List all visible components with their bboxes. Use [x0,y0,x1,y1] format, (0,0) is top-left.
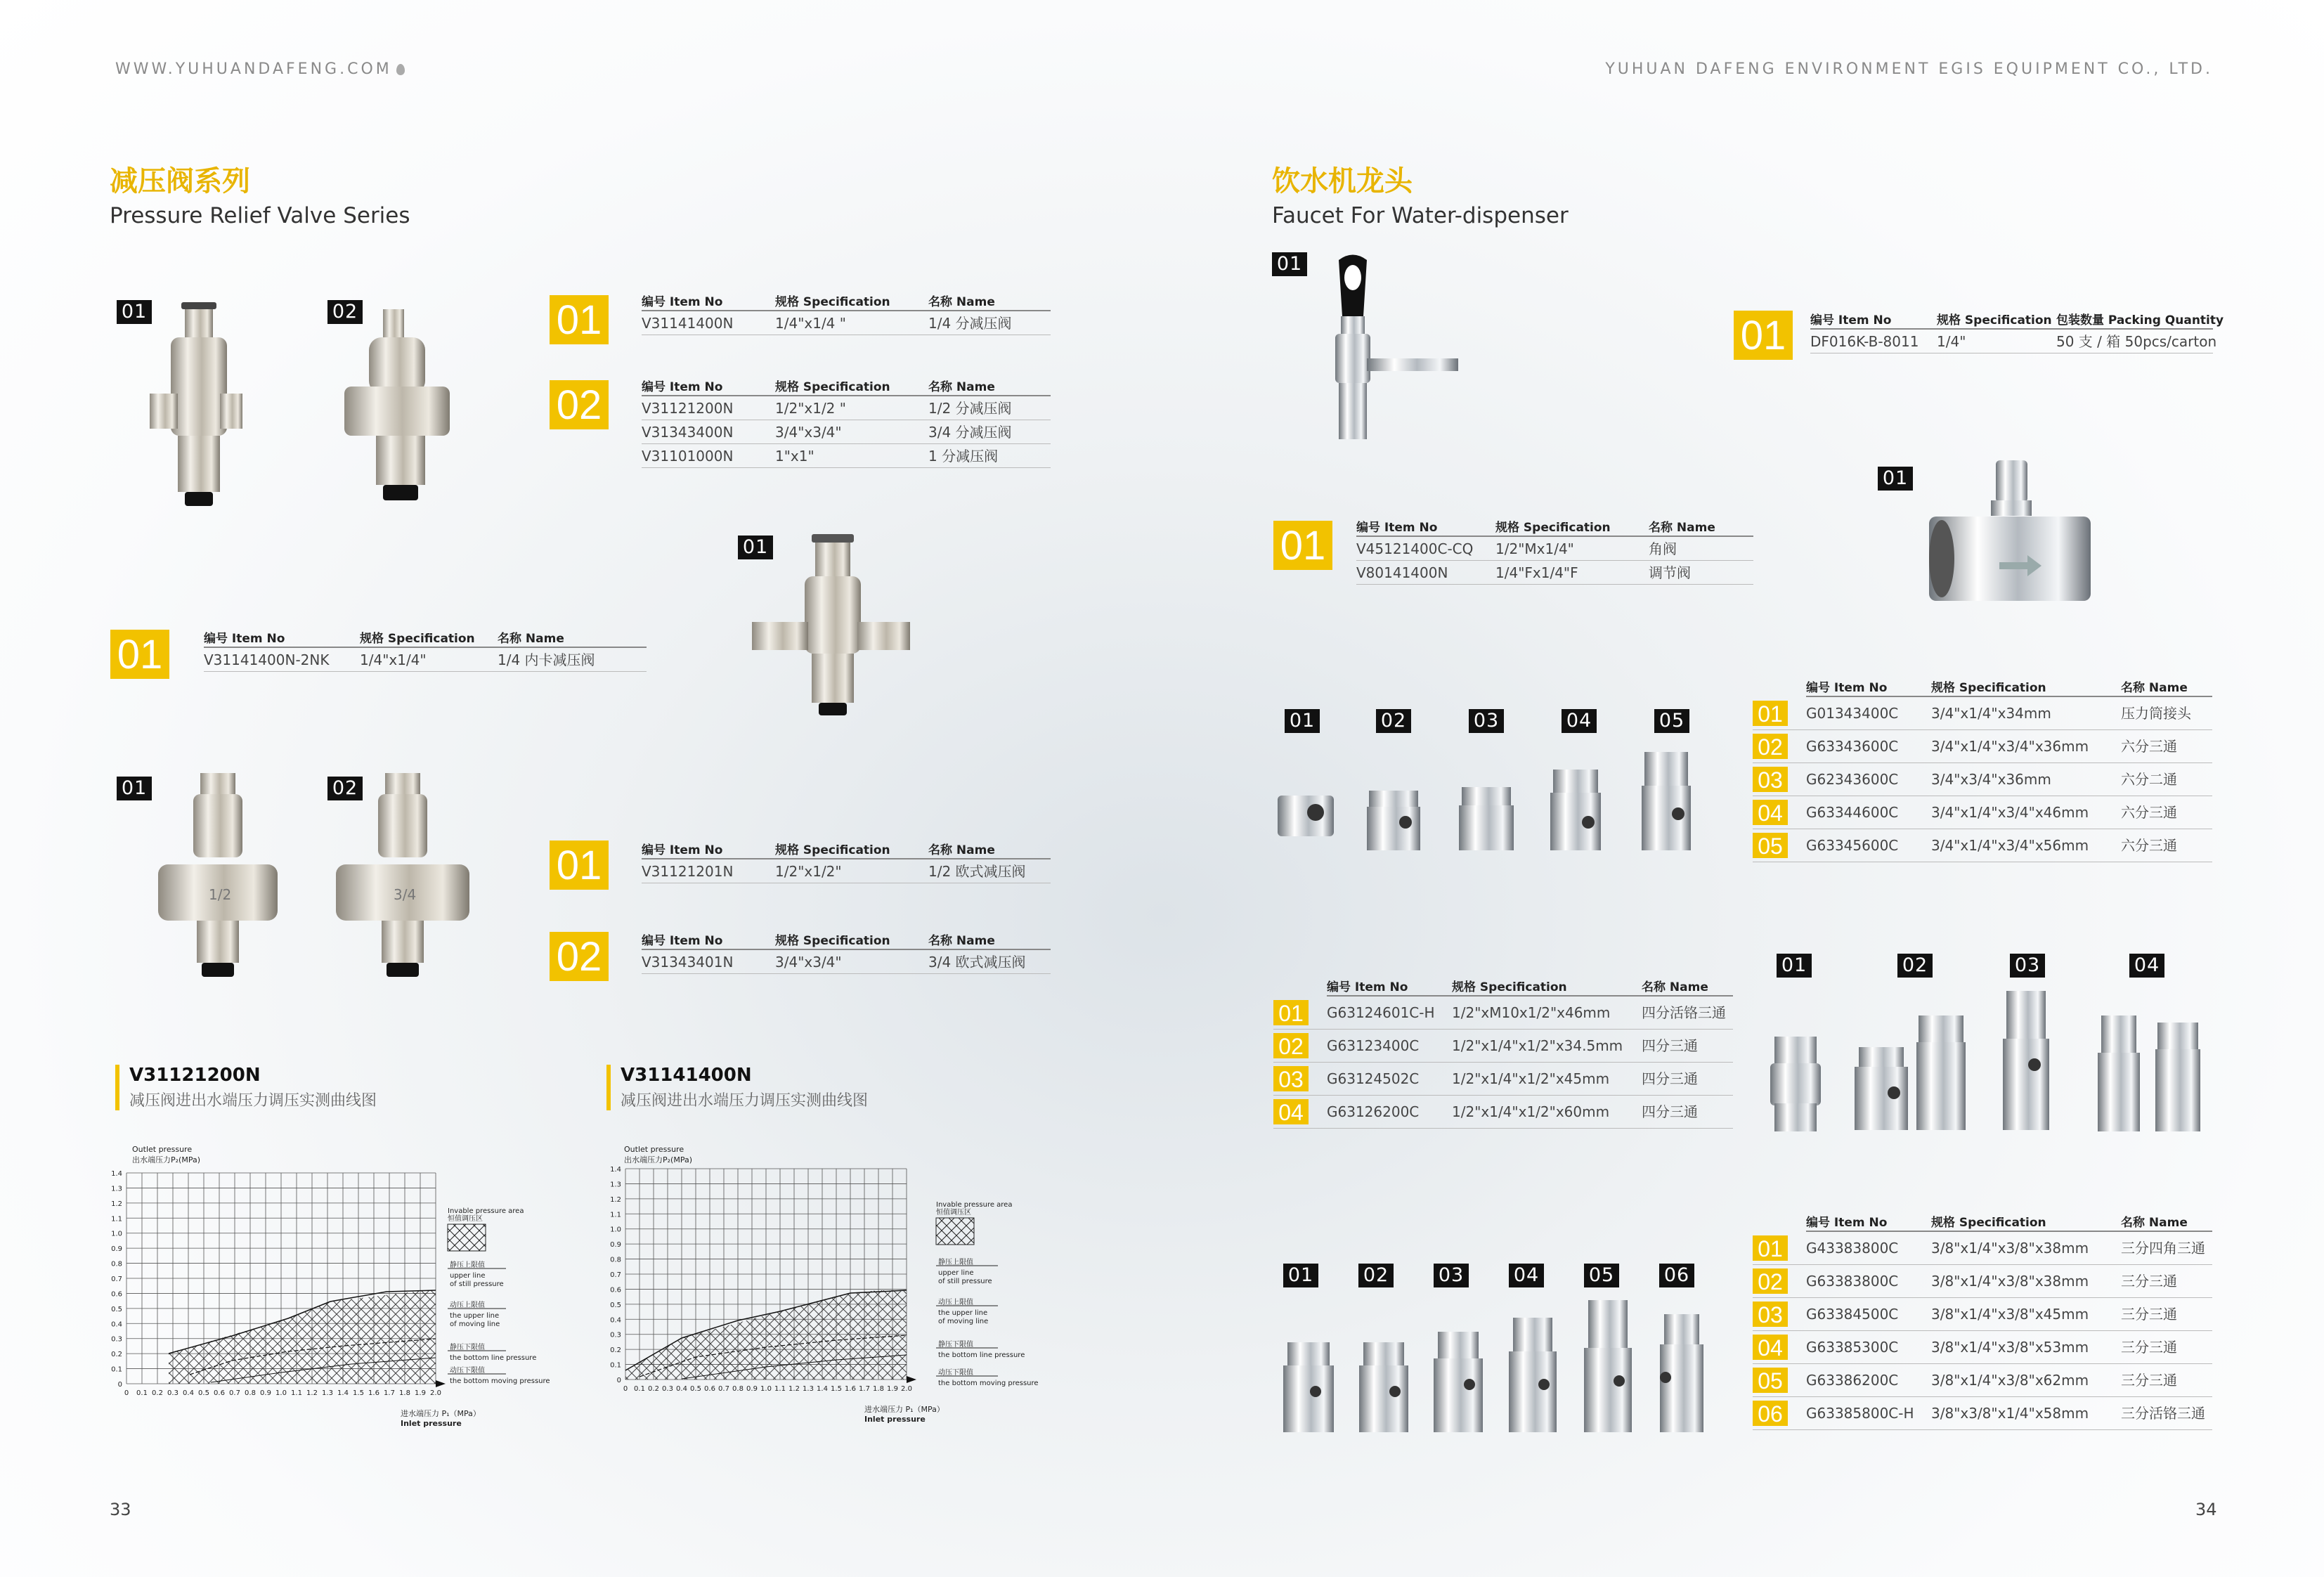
y-tick-label: 0.5 [610,1301,621,1309]
table-row: 02 G63383800C 3/8"x1/4"x3/8"x38mm 三分三通 [1753,1265,2212,1298]
table-t7-label: 01 [1273,521,1332,570]
table-header: 编号 Item No 规格 Specification 名称 Name [642,293,1051,311]
x-tick-label: 1.1 [774,1385,786,1393]
row-label: 03 [1753,1302,1788,1327]
fitting-c2 [1359,1342,1408,1432]
spec-table-t3 [204,630,647,672]
table-t2-label: 02 [550,380,609,429]
fitting-c1 [1283,1342,1334,1432]
table-t5-label: 02 [550,932,609,981]
product-badge-02: 02 [1358,1264,1394,1287]
y-tick-label: 0.4 [111,1320,122,1329]
page-number-left: 33 [110,1500,131,1519]
x-tick-label: 0 [124,1389,129,1397]
spec-table-t4 [642,841,1051,883]
spec-table-t9 [1273,978,1733,1129]
spec-table-t1 [642,293,1051,335]
table-row: 05 G63345600C 3/4"x1/4"x3/4"x56mm 六分三通 [1753,829,2212,862]
legend-text: the bottom line pressure [938,1351,1025,1359]
product-badge-02: 02 [1897,954,1933,978]
product-badge-02: 02 [327,777,363,800]
legend-hatch-swatch [448,1224,486,1251]
legend-text: 动压上限值 [450,1302,485,1309]
row-label: 05 [1753,1368,1788,1393]
legend-text: upper line [938,1269,974,1277]
x-tick-label: 1.9 [415,1389,426,1397]
table-row: 01 G43383800C 3/8"x1/4"x3/8"x38mm 三分四角三通 [1753,1232,2212,1265]
x-axis-label-cn: 进水端压力 P₁（MPa） [864,1405,944,1414]
legend-text: the upper line [938,1309,988,1317]
fitting-b1 [1770,1037,1821,1131]
table-row: V31343400N 3/4"x3/4" 3/4 分减压阀 [642,420,1051,444]
y-tick-label: 0.8 [610,1256,621,1264]
y-axis-label-cn: 出水端压力P₂(MPa) [624,1155,692,1164]
x-tick-label: 1.4 [337,1389,349,1397]
row-label: 06 [1753,1401,1788,1426]
table-row: V31141400N 1/4"x1/4 " 1/4 分减压阀 [642,311,1051,335]
y-tick-label: 0.3 [111,1335,122,1344]
x-tick-label: 0.8 [245,1389,256,1397]
y-tick-label: 0.5 [111,1305,122,1313]
x-tick-label: 0.7 [229,1389,240,1397]
fitting-b2 [1855,1015,1966,1130]
y-tick-label: 0 [117,1381,122,1389]
table-row: DF016K-B-8011 1/4" 50 支 / 箱 50pcs/carton [1810,330,2213,353]
fitting-c4 [1509,1318,1557,1432]
table-row: 04 G63126200C 1/2"x1/4"x1/2"x60mm 四分三通 [1273,1096,1733,1129]
product-badge-01: 01 [1285,709,1320,733]
table-t6-label: 01 [1734,311,1793,360]
y-tick-label: 0.9 [111,1245,122,1254]
legend-text: the bottom moving pressure [938,1380,1039,1387]
spec-table-t2 [642,378,1051,468]
table-row: V80141400N 1/4"Fx1/4"F 调节阀 [1356,561,1753,585]
x-tick-label: 1.7 [384,1389,395,1397]
y-tick-label: 0.7 [111,1276,122,1283]
table-row: V31101000N 1"x1" 1 分减压阀 [642,444,1051,468]
chart-title-2 [606,1065,868,1110]
pressure-valve-image-01 [146,295,245,520]
chart-title-1 [115,1065,377,1110]
chart-legend [936,1201,1039,1387]
table-header: 编号 Item No 规格 Specification 名称 Name [1356,519,1753,537]
table-header: 编号 Item No 规格 Specification 名称 Name [642,932,1051,950]
table-row: 04 G63385300C 3/8"x1/4"x3/8"x53mm 三分三通 [1753,1331,2212,1364]
y-tick-label: 0.7 [610,1271,621,1279]
product-badge-01: 01 [1777,954,1812,978]
product-badge-01: 01 [738,536,773,559]
x-tick-label: 0.4 [676,1385,687,1393]
product-badge-01: 01 [117,300,152,324]
legend-invalid-en: Invable pressure area [448,1207,524,1215]
table-row: V31121200N 1/2"x1/2 " 1/2 分减压阀 [642,396,1051,420]
y-tick-label: 1.0 [610,1226,621,1234]
table-header: 编号 Item No 规格 Specification 名称 Name [1806,679,2212,697]
x-tick-label: 0 [623,1385,628,1393]
x-tick-label: 1.2 [788,1385,800,1393]
y-tick-label: 0.6 [111,1290,122,1299]
legend-invalid-cn: 恒值调压区 [936,1209,971,1216]
row-label: 04 [1753,800,1788,825]
y-tick-label: 0.3 [610,1331,621,1339]
x-axis-arrow-icon [907,1376,916,1383]
fitting-b3 [2003,991,2049,1130]
website-url-text: WWW.YUHUANDAFENG.COM [115,60,392,78]
row-label: 03 [1273,1066,1309,1091]
section-title-cn: 减压阀系列 [110,165,250,197]
y-tick-label: 1.4 [111,1170,122,1178]
x-tick-label: 1.0 [275,1389,287,1397]
x-tick-label: 1.0 [760,1385,772,1393]
legend-text: upper line [450,1272,486,1280]
x-tick-label: 1.9 [887,1385,898,1393]
legend-invalid-en: Invable pressure area [936,1201,1013,1209]
y-axis-label-cn: 出水端压力P₂(MPa) [132,1155,200,1164]
legend-text: the bottom line pressure [450,1354,537,1362]
y-tick-label: 0.2 [610,1346,621,1355]
fitting-a5 [1642,752,1691,850]
y-tick-label: 0.2 [111,1351,122,1359]
product-badge-06: 06 [1659,1264,1694,1287]
table-header: 编号 Item No 规格 Specification 包装数量 Packing Quantity [1810,311,2213,330]
y-axis-label-en: Outlet pressure [624,1145,684,1154]
product-badge-04: 04 [1509,1264,1544,1287]
x-tick-label: 1.6 [368,1389,379,1397]
x-tick-label: 0.3 [662,1385,673,1393]
chart-description: 减压阀进出水端压力调压实测曲线图 [129,1092,377,1110]
fittings-group-c-image [1272,1293,1708,1441]
table-row: 06 G63385800C-H 3/8"x3/8"x1/4"x58mm 三分活铬三通 [1753,1397,2212,1430]
section-title-cn: 饮水机龙头 [1272,165,1413,197]
x-axis-label-cn: 进水端压力 P₁（MPa） [401,1409,481,1418]
legend-text: the bottom moving pressure [450,1377,550,1385]
row-label: 03 [1753,767,1788,792]
product-badge-04: 04 [1562,709,1597,733]
x-tick-label: 0.7 [718,1385,729,1393]
table-row: V31121201N 1/2"x1/2" 1/2 欧式减压阀 [642,859,1051,883]
table-row: 01 G63124601C-H 1/2"xM10x1/2"x46mm 四分活铬三通 [1273,997,1733,1030]
table-row: 05 G63386200C 3/8"x1/4"x3/8"x62mm 三分三通 [1753,1364,2212,1397]
fitting-a4 [1550,770,1601,850]
table-header: 编号 Item No 规格 Specification 名称 Name [1327,978,1733,997]
y-tick-label: 1.1 [610,1211,621,1219]
section-title-en: Pressure Relief Valve Series [110,203,410,228]
table-header: 编号 Item No 规格 Specification 名称 Name [642,841,1051,859]
svg-text:3/4: 3/4 [394,886,417,903]
svg-text:1/2: 1/2 [209,886,232,903]
x-tick-label: 1.7 [859,1385,870,1393]
x-tick-label: 1.2 [306,1389,318,1397]
x-tick-label: 0.6 [704,1385,715,1393]
table-row: V31141400N-2NK 1/4"x1/4" 1/4 内卡减压阀 [204,648,647,672]
legend-hatch-swatch [936,1218,974,1245]
y-tick-label: 1.3 [610,1181,621,1189]
legend-text: 静压下限值 [938,1341,973,1349]
legend-text: 动压上限值 [938,1299,973,1306]
table-t4-label: 01 [550,841,609,890]
pressure-valve-image-02 [337,309,478,520]
table-row: 01 G01343400C 3/4"x1/4"x34mm 压力筒接头 [1753,697,2212,730]
x-tick-label: 0.5 [198,1389,209,1397]
chart-model-code: V31141400N [621,1065,752,1086]
y-tick-label: 0.6 [610,1286,621,1294]
product-badge-01: 01 [117,777,152,800]
x-axis-arrow-icon [436,1380,446,1387]
right-section-heading [1272,159,1569,228]
legend-text: of moving line [938,1318,989,1325]
y-tick-label: 0.1 [610,1361,621,1370]
y-tick-label: 0.9 [610,1241,621,1250]
x-tick-label: 0.3 [167,1389,178,1397]
row-label: 02 [1753,734,1788,759]
product-badge-01: 01 [1283,1264,1318,1287]
spec-table-t5 [642,932,1051,974]
y-tick-label: 0 [616,1377,621,1384]
page-number-right: 34 [2195,1500,2217,1519]
chart-legend [448,1207,550,1385]
table-row: 03 G63384500C 3/8"x1/4"x3/8"x45mm 三分三通 [1753,1298,2212,1331]
x-tick-label: 0.4 [183,1389,194,1397]
chart-model-code: V31121200N [129,1065,261,1086]
table-row: 03 G62343600C 3/4"x3/4"x36mm 六分二通 [1753,763,2212,796]
legend-text: of still pressure [938,1278,992,1285]
row-label: 01 [1753,701,1788,726]
legend-text: 动压下限值 [938,1369,973,1377]
y-tick-label: 0.4 [610,1316,621,1325]
product-badge-03: 03 [1469,709,1504,733]
x-tick-label: 2.0 [901,1385,912,1393]
y-tick-label: 1.4 [610,1166,621,1174]
product-badge-04: 04 [2129,954,2164,978]
y-tick-label: 1.2 [111,1200,122,1208]
company-name: YUHUAN DAFENG ENVIRONMENT EGIS EQUIPMENT CO., LTD. [1605,60,2213,78]
row-label: 01 [1273,1000,1309,1025]
x-tick-label: 0.2 [648,1385,659,1393]
x-tick-label: 0.8 [732,1385,744,1393]
left-section-heading [110,159,410,228]
legend-text: 动压下限值 [450,1367,485,1375]
table-row: 03 G63124502C 1/2"x1/4"x1/2"x45mm 四分三通 [1273,1063,1733,1096]
x-tick-label: 1.4 [817,1385,828,1393]
x-tick-label: 1.3 [803,1385,814,1393]
table-t3-label: 01 [110,630,169,679]
x-tick-label: 0.1 [136,1389,148,1397]
table-row: V31343401N 3/4"x3/4" 3/4 欧式减压阀 [642,950,1051,974]
table-row: V45121400C-CQ 1/2"Mx1/4" 角阀 [1356,537,1753,561]
product-badge-05: 05 [1584,1264,1619,1287]
pressure-curve-chart-2 [597,1142,1054,1437]
product-badge-03: 03 [1434,1264,1469,1287]
water-dispenser-faucet-image [1307,249,1476,453]
x-tick-label: 1.6 [845,1385,856,1393]
legend-text: the upper line [450,1312,500,1320]
pressure-curve-chart-1 [105,1142,562,1437]
water-drop-icon [396,64,405,75]
legend-text: of moving line [450,1320,500,1328]
pressure-valve-image-2nk [745,531,914,727]
x-tick-label: 0.9 [260,1389,271,1397]
x-tick-label: 0.6 [214,1389,225,1397]
x-tick-label: 2.0 [430,1389,441,1397]
row-label: 01 [1753,1235,1788,1261]
x-tick-label: 1.5 [831,1385,842,1393]
european-valve-image-01 [151,773,285,991]
regulating-valve-image [1922,457,2098,618]
spec-table-t6 [1810,311,2224,353]
section-title-en: Faucet For Water-dispenser [1272,203,1569,228]
x-tick-label: 1.3 [322,1389,333,1397]
x-tick-label: 0.5 [690,1385,701,1393]
fitting-c3 [1434,1332,1483,1432]
y-axis-label-en: Outlet pressure [132,1145,193,1154]
x-tick-label: 0.2 [152,1389,163,1397]
y-tick-label: 1.2 [610,1195,621,1204]
table-row: 04 G63344600C 3/4"x1/4"x3/4"x46mm 六分三通 [1753,796,2212,829]
spec-table-t10 [1753,1214,2212,1430]
fittings-group-a-image [1272,745,1694,871]
chart-description: 减压阀进出水端压力调压实测曲线图 [621,1092,869,1110]
product-badge-03: 03 [2010,954,2045,978]
table-t1-label: 01 [550,295,609,344]
fittings-group-b-image [1760,987,2217,1142]
legend-invalid-cn: 恒值调压区 [448,1215,483,1223]
spec-table-t8 [1753,679,2212,862]
fitting-b4 [2098,1015,2200,1131]
european-valve-image-02 [329,773,476,991]
y-tick-label: 1.3 [111,1185,122,1193]
legend-text: 静压上限值 [938,1259,973,1266]
fitting-c6 [1660,1314,1703,1432]
y-tick-label: 1.1 [111,1215,122,1224]
x-tick-label: 1.8 [399,1389,410,1397]
x-tick-label: 1.8 [873,1385,884,1393]
table-header: 编号 Item No 规格 Specification 名称 Name [1806,1214,2212,1232]
x-tick-label: 0.1 [634,1385,645,1393]
x-axis-label-en: Inlet pressure [401,1419,462,1428]
spec-table-t7 [1356,519,1753,585]
legend-text: 静压上限值 [450,1261,485,1269]
website-url[interactable] [115,60,405,78]
fitting-a1 [1278,796,1334,836]
x-tick-label: 1.1 [291,1389,302,1397]
product-badge-01: 01 [1878,467,1913,491]
x-tick-label: 0.9 [746,1385,758,1393]
row-label: 05 [1753,833,1788,858]
legend-text: 静压下限值 [450,1344,485,1351]
fitting-a2 [1367,791,1420,850]
product-badge-02: 02 [327,300,363,324]
row-label: 02 [1273,1033,1309,1058]
table-header: 编号 Item No 规格 Specification 名称 Name [642,378,1051,396]
row-label: 04 [1753,1335,1788,1360]
table-header: 编号 Item No 规格 Specification 名称 Name [204,630,647,648]
legend-text: of still pressure [450,1280,504,1288]
y-tick-label: 0.1 [111,1365,122,1374]
fitting-c5 [1584,1300,1632,1432]
product-badge-01: 01 [1272,252,1307,276]
y-tick-label: 1.0 [111,1230,122,1238]
row-label: 02 [1753,1268,1788,1294]
x-tick-label: 1.5 [353,1389,364,1397]
y-tick-label: 0.8 [111,1260,122,1268]
fitting-a3 [1459,787,1514,850]
product-badge-05: 05 [1654,709,1689,733]
product-badge-02: 02 [1376,709,1411,733]
table-row: 02 G63123400C 1/2"x1/4"x1/2"x34.5mm 四分三通 [1273,1030,1733,1063]
table-row: 02 G63343600C 3/4"x1/4"x3/4"x36mm 六分三通 [1753,730,2212,763]
x-axis-label-en: Inlet pressure [864,1415,926,1424]
row-label: 04 [1273,1099,1309,1124]
